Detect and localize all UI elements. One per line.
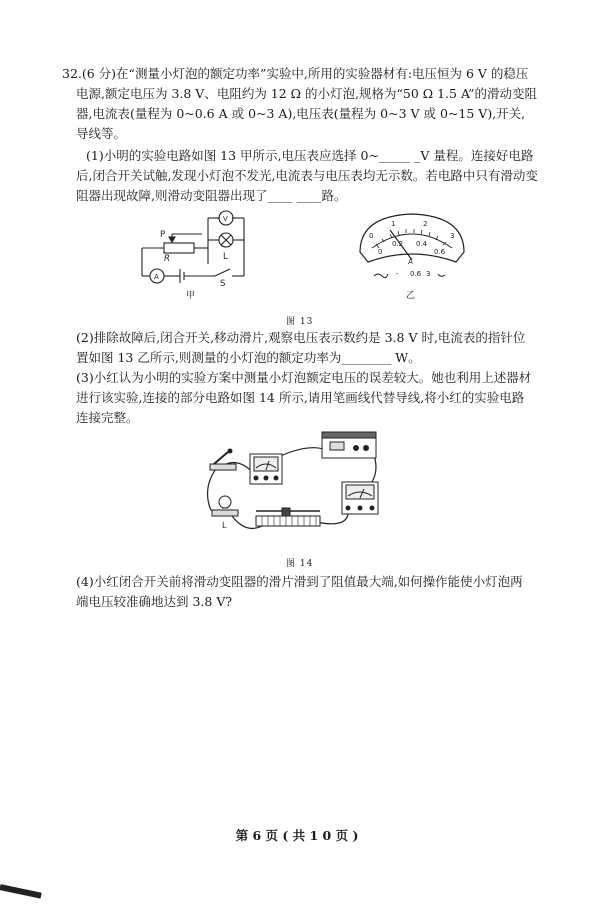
part1-line1: (1)小明的实验电路如图 13 甲所示,电压表应选择 0~_____ _V 量程。连接好电路: [86, 148, 534, 163]
outer-tick-0: 0: [369, 232, 374, 240]
label-s: S: [220, 279, 226, 289]
outer-tick-2: 2: [423, 220, 428, 228]
question-stem-line3: 器,电流表(量程为 0~0.6 A 或 0~3 A),电压表(量程为 0~3 V 或 0~15 V),开关,: [76, 106, 526, 121]
question-stem-line1: 32.(6 分)在“测量小灯泡的额定功率”实验中,所用的实验器材有:电压恒为 6 V 的稳压: [62, 66, 529, 81]
label-p: P: [160, 230, 166, 240]
question-stem-line2: 电源,额定电压为 3.8 V、电阻约为 12 Ω 的小灯泡,规格为“50 Ω 1.5 A”的滑动变阻: [76, 86, 538, 101]
label-v: V: [223, 215, 228, 223]
inner-tick-06: 0.6: [434, 248, 446, 256]
figure-14-caption: 图 14: [286, 559, 314, 569]
label-yi: 乙: [406, 291, 416, 301]
label-l: L: [223, 252, 228, 262]
part4-line1: (4)小红闭合开关前将滑动变阻器的滑片滑到了阻值最大端,如何操作能使小灯泡两: [76, 574, 523, 589]
figure-13-caption: 图 13: [286, 317, 314, 327]
outer-tick-1: 1: [391, 220, 396, 228]
part3-line2: 进行该实验,连接的部分电路如图 14 所示,请用笔画线代替导线,将小红的实验电路: [76, 390, 525, 405]
label-r: R: [164, 254, 170, 264]
voltmeter-device: [342, 482, 378, 514]
scan-artifact: [0, 884, 42, 899]
part1-line3: 阻器出现故障,则滑动变阻器出现了____ ____路。: [76, 188, 347, 203]
power-supply-device: [322, 432, 376, 458]
part2-line1: (2)排除故障后,闭合开关,移动滑片,观察电压表示数约是 3.8 V 时,电流表的指针位: [76, 330, 526, 345]
label-jia: 甲: [186, 291, 196, 301]
ammeter-device: [250, 454, 282, 484]
lamp-device: [212, 496, 238, 516]
rheostat-symbol: [164, 243, 194, 253]
part4-line2: 端电压较准确地达到 3.8 V?: [76, 594, 233, 609]
page-footer: 第 6 页 ( 共 1 0 页 ): [235, 828, 359, 843]
terminal-3: 3: [426, 270, 431, 278]
terminal-minus: -: [396, 270, 399, 278]
figure-13: [120, 204, 470, 314]
inner-tick-02: 0.2: [392, 240, 404, 248]
label-lamp-l: L: [222, 521, 227, 530]
figure-14: [196, 424, 416, 552]
inner-tick-04: 0.4: [416, 240, 428, 248]
part3-line1: (3)小红认为小明的实验方案中测量小灯泡额定电压的误差较大。她也利用上述器材: [76, 370, 532, 385]
outer-tick-3: 3: [450, 232, 455, 240]
label-a: A: [154, 273, 159, 281]
rheostat-device: [256, 508, 320, 526]
part2-line2: 置如图 13 乙所示,则测量的小灯泡的额定功率为________ W。: [76, 350, 421, 365]
terminal-06: 0.6: [410, 270, 422, 278]
part1-line2: 后,闭合开关试触,发现小灯泡不发光,电流表与电压表均无示数。若电路中只有滑动变: [76, 168, 538, 183]
question-stem-line4: 导线等。: [76, 126, 127, 141]
ammeter-dial-yi: [360, 214, 464, 301]
switch-device: [210, 449, 236, 470]
switch-symbol: [215, 269, 230, 276]
part3-line3: 连接完整。: [76, 410, 139, 425]
meter-unit: A: [408, 258, 413, 266]
inner-tick-0: 0: [378, 248, 383, 256]
